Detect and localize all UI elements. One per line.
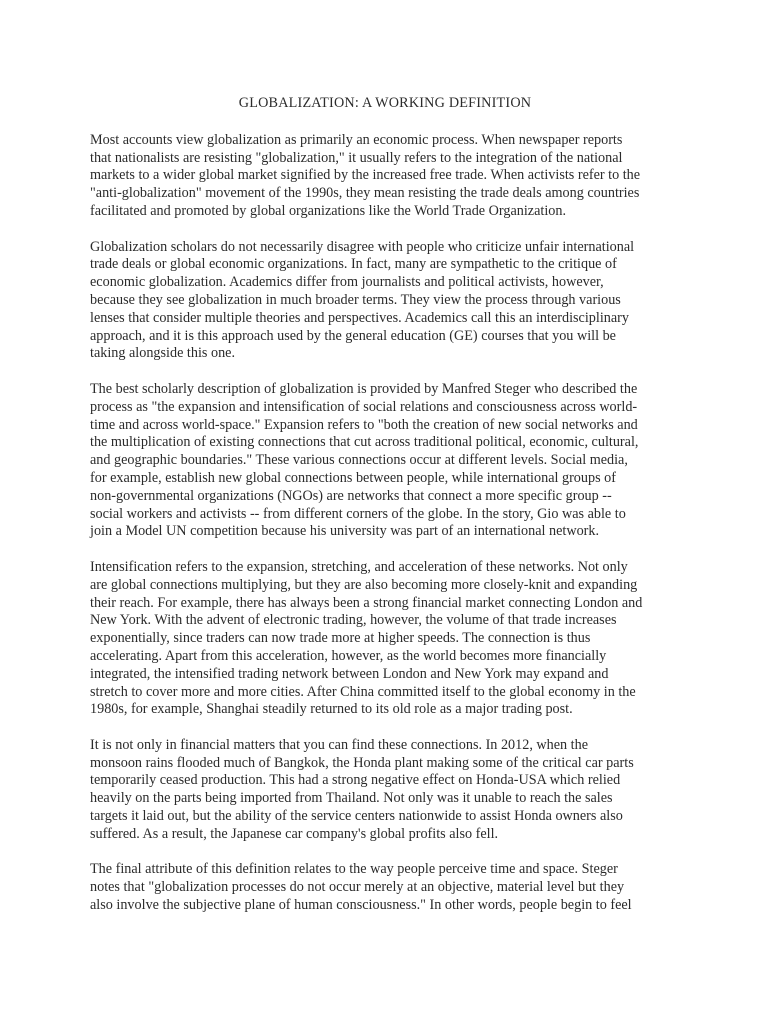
paragraph-line: approach, and it is this approach used by the general education (GE) courses that you will be <box>90 327 616 344</box>
document-title: GLOBALIZATION: A WORKING DEFINITION <box>238 95 532 111</box>
paragraph-line: taking alongside this one. <box>90 345 236 362</box>
paragraph-line: The best scholarly description of globalization is provided by Manfred Steger who described the <box>90 380 638 397</box>
paragraph-line: monsoon rains flooded much of Bangkok, the Honda plant making some of the critical car parts <box>90 754 634 771</box>
paragraph-line: lenses that consider multiple theories and perspectives. Academics call this an interdisciplinary <box>90 309 629 326</box>
paragraph-line: trade deals or global economic organizations. In fact, many are sympathetic to the critique of <box>90 256 617 273</box>
paragraph-line: accelerating. Apart from this acceleration, however, as the world becomes more financially <box>90 647 607 664</box>
paragraph-line: also involve the subjective plane of human consciousness." In other words, people begin to feel <box>90 897 632 914</box>
paragraph-line: exponentially, since traders can now trade more at higher speeds. The connection is thus <box>90 630 591 647</box>
paragraph-line: New York. With the advent of electronic trading, however, the volume of that trade increases <box>90 612 617 629</box>
paragraph-line: social workers and activists -- from different corners of the globe. In the story, Gio was able to <box>90 505 626 522</box>
paragraph-2 <box>90 239 680 364</box>
paragraph-line: Most accounts view globalization as primarily an economic process. When newspaper reports <box>90 131 623 148</box>
paragraph-line: process as "the expansion and intensification of social relations and consciousness across world- <box>90 398 638 415</box>
paragraph-line: facilitated and promoted by global organizations like the World Trade Organization. <box>90 202 566 219</box>
paragraph-line: Intensification refers to the expansion, stretching, and acceleration of these networks. Not only <box>90 558 628 575</box>
paragraph-line: 1980s, for example, Shanghai steadily returned to its old role as a major trading post. <box>90 701 573 718</box>
paragraph-line: are global connections multiplying, but they are also becoming more closely-knit and expanding <box>90 576 638 593</box>
paragraph-line: Globalization scholars do not necessarily disagree with people who criticize unfair international <box>90 238 635 255</box>
paragraph-line: economic globalization. Academics differ from journalists and political activists, however, <box>90 274 604 291</box>
paragraph-3 <box>90 381 680 541</box>
paragraph-line: stretch to cover more and more cities. After China committed itself to the global economy in the <box>90 683 636 700</box>
paragraph-line: their reach. For example, there has always been a strong financial market connecting London and <box>90 594 643 611</box>
paragraph-line: notes that "globalization processes do not occur merely at an objective, material level but they <box>90 879 625 896</box>
paragraph-line: non-governmental organizations (NGOs) are networks that connect a more specific group -- <box>90 487 612 504</box>
paragraph-6 <box>90 861 680 914</box>
paragraph-line: because they see globalization in much broader terms. They view the process through various <box>90 291 621 308</box>
paragraph-1 <box>90 132 680 221</box>
document-body <box>90 95 680 933</box>
paragraph-line: and geographic boundaries." These various connections occur at different levels. Social media, <box>90 452 628 469</box>
paragraph-line: suffered. As a result, the Japanese car company's global profits also fell. <box>90 825 499 842</box>
paragraph-line: integrated, the intensified trading network between London and New York may expand and <box>90 665 609 682</box>
paragraph-line: It is not only in financial matters that you can find these connections. In 2012, when the <box>90 736 589 753</box>
paragraph-line: temporarily ceased production. This had a strong negative effect on Honda-USA which relied <box>90 772 621 789</box>
paragraph-line: markets to a wider global market signified by the increased free trade. When activists refer to the <box>90 167 641 184</box>
paragraph-line: for example, establish new global connections between people, while international groups of <box>90 469 616 486</box>
paragraph-4 <box>90 559 680 719</box>
paragraph-line: join a Model UN competition because his university was part of an international network. <box>90 523 600 540</box>
paragraph-line: that nationalists are resisting "globalization," it usually refers to the integration of the national <box>90 149 623 166</box>
paragraph-line: heavily on the parts being imported from Thailand. Not only was it unable to reach the sales <box>90 790 613 807</box>
paragraph-line: The final attribute of this definition relates to the way people perceive time and space. Steger <box>90 861 618 878</box>
paragraph-line: "anti-globalization" movement of the 1990s, they mean resisting the trade deals among countries <box>90 185 640 202</box>
paragraph-5 <box>90 737 680 844</box>
paragraph-line: the multiplication of existing connections that cut across traditional political, economic, cultural, <box>90 434 639 451</box>
paragraph-line: targets it laid out, but the ability of the service centers nationwide to assist Honda owners also <box>90 808 623 825</box>
paragraph-line: time and across world-space." Expansion refers to "both the creation of new social networks and <box>90 416 638 433</box>
